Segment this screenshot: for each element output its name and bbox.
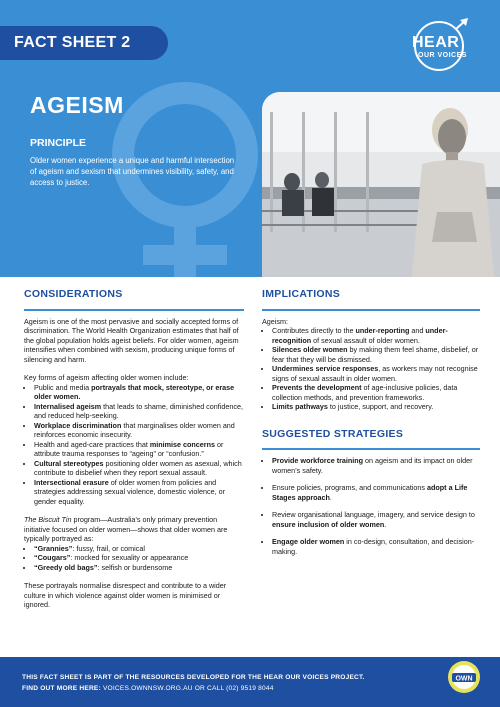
- considerations-closing: These portrayals normalise disrespect and contribute to a wider culture in which violence against older women is minimised or ignored.: [24, 581, 227, 609]
- implications-intro: Ageism:: [262, 316, 288, 326]
- list-item: • “Cougars”: mocked for sexuality or appearance: [34, 553, 244, 563]
- principle-heading: PRINCIPLE: [30, 137, 87, 149]
- fact-sheet-tab: FACT SHEET 2: [0, 26, 168, 60]
- list-item: • Contributes directly to the under-reporting and under-recognition of sexual assault of older women.: [272, 326, 480, 345]
- page-title: AGEISM: [30, 92, 124, 118]
- hero-photo: [262, 92, 500, 277]
- right-column: [262, 290, 480, 565]
- logo-hear-text: HEAR: [412, 34, 460, 51]
- own-badge-logo: [447, 660, 481, 694]
- list-item: • Provide workforce training on ageism and its impact on older women’s safety.: [272, 456, 480, 475]
- considerations-section: [24, 290, 244, 619]
- list-item: • “Greedy old bags”: selfish or burdensome: [34, 563, 244, 573]
- implications-heading: IMPLICATIONS: [262, 288, 341, 300]
- list-item: • Prevents the development of age-inclusive policies, data collection methods, and prevention frameworks.: [272, 383, 480, 402]
- section-divider: [262, 309, 480, 311]
- considerations-intro: Ageism is one of the most pervasive and socially accepted forms of discrimination. The World Health Organization estimates that half of the global population holds ageist beliefs. For older women, ageism intensifies when combined with sexism, producing unique forms of silencing and harm.: [24, 316, 239, 364]
- own-badge-text: OWN: [455, 675, 473, 683]
- biscuit-tin-text: The Biscuit Tin program—Australia’s only primary prevention initiative focused on older women—shows that older women are typically portrayed as:: [24, 515, 228, 543]
- footer: [0, 657, 500, 707]
- principle-text: Older women experience a unique and harmful intersection of ageism and sexism that undermines visibility, safety, and access to justice.: [30, 156, 235, 187]
- hero-banner: [0, 0, 500, 277]
- list-item: • Workplace discrimination that marginalises older women and reinforces economic insecurity.: [34, 421, 244, 440]
- implications-list: [262, 326, 480, 412]
- list-item: • Silences older women by making them feel shame, disbelief, or fear that they will be dismissed.: [272, 345, 480, 364]
- list-item: • Limits pathways to justice, support, and recovery.: [272, 402, 480, 412]
- list-item: • Internalised ageism that leads to shame, diminished confidence, and reduced help-seeking.: [34, 402, 244, 421]
- logo-our-voices-text: OUR VOICES: [418, 52, 467, 59]
- list-item: • Cultural stereotypes positioning older women as asexual, which contribute to disbelief when they report sexual assault.: [34, 459, 244, 478]
- list-item: • Undermines service responses, as workers may not recognise signs of sexual assault in older women.: [272, 364, 480, 383]
- forms-list: [24, 383, 244, 507]
- section-divider: [24, 309, 244, 311]
- footer-project-text: THIS FACT SHEET IS PART OF THE RESOURCES DEVELOPED FOR THE HEAR OUR VOICES PROJECT.: [22, 674, 365, 681]
- section-divider: [262, 448, 480, 450]
- list-item: • “Grannies”: fussy, frail, or comical: [34, 544, 244, 554]
- footer-contact-text: FIND OUT MORE HERE: VOICES.OWNNSW.ORG.AU OR CALL (02) 9519 8044: [22, 685, 274, 692]
- list-item: • Engage older women in co-design, consultation, and decision-making.: [272, 537, 480, 556]
- list-item: • Intersectional erasure of older women from policies and strategies addressing sexual violence, domestic violence, or gender equality.: [34, 478, 244, 507]
- strategies-list: [262, 456, 480, 556]
- strategies-heading: SUGGESTED STRATEGIES: [262, 427, 404, 440]
- list-item: • Health and aged-care practices that minimise concerns or attribute trauma responses to “ageing” or “confusion.”: [34, 440, 244, 459]
- portrayals-list: [24, 544, 244, 573]
- list-item: • Ensure policies, programs, and communications adopt a Life Stages approach.: [272, 483, 480, 502]
- list-item: • Review organisational language, imagery, and service design to ensure inclusion of older women.: [272, 510, 480, 529]
- forms-intro: Key forms of ageism affecting older women include:: [24, 373, 189, 382]
- hear-our-voices-logo: [406, 18, 476, 76]
- list-item: • Public and media portrayals that mock, stereotype, or erase older women.: [34, 383, 244, 402]
- considerations-heading: CONSIDERATIONS: [24, 288, 123, 300]
